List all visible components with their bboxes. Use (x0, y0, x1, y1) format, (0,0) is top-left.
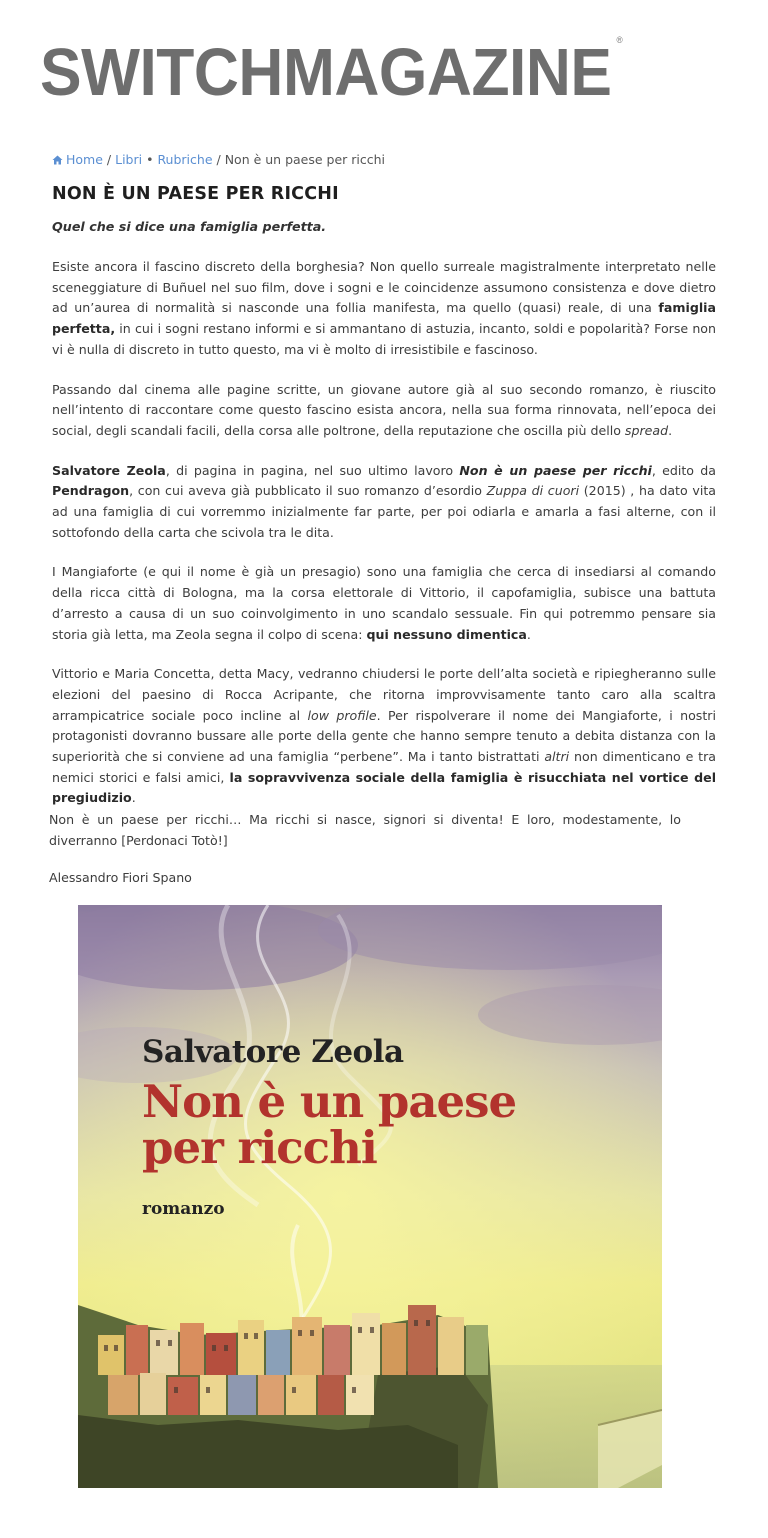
text-run: Passando dal cinema alle pagine scritte, un giovane autore già al suo secondo romanzo, è riuscito nell’intento di raccontare come questo fascino esista ancora, nella sua forma rinnovata, nell’epoca dei social, degli scandali facili, della corsa alle poltrone, della reputazione che oscilla più dello (52, 381, 716, 438)
text-run: I Mangiaforte (e qui il nome è già un presagio) sono una famiglia che cerca di insediarsi al comando della ricca città di Bologna, ma la corsa elettorale di Vittorio, il capofamiglia, subisce una battuta d’arresto a causa di un suo coinvolgimento in uno scandalo sessuale. Fin qui potremmo pensare sia storia già letta, ma Zeola segna il colpo di scena: (52, 564, 716, 642)
cover-title-line-2: per ricchi (142, 1121, 377, 1174)
breadcrumb-libri-link[interactable]: Libri (115, 152, 143, 167)
book-cover-image (78, 905, 662, 1488)
breadcrumb-home-label: Home (66, 152, 103, 167)
text-run: , con cui aveva già pubblicato il suo romanzo d’esordio (129, 483, 487, 499)
text-run: Vittorio e Maria Concetta, detta Macy, vedranno chiudersi le porte dell’alta società e ripiegheranno sulle elezioni del paesino di Rocca Acripante, che ritorna improvvisamente tanto caro alla scaltra arrampicatrice sociale poco incline al (52, 666, 716, 723)
home-icon (52, 155, 63, 165)
breadcrumb-bullet: • (146, 152, 154, 167)
text-run: , di pagina in pagina, nel suo ultimo lavoro (165, 462, 460, 478)
text-run-italic: altri (544, 749, 570, 765)
text-run: (2015) , ha dato vita ad una famiglia di cui vorremmo inizialmente far parte, per poi odiarla e amarla a fasi alterne, con il sottofondo della carta che scivola tra le dita. (52, 483, 716, 540)
article-closing: Non è un paese per ricchi… Ma ricchi si nasce, signori si diventa! E loro, modestamente, lo diverranno [Perdonaci Totò!] (49, 812, 681, 848)
cover-author: Salvatore Zeola (142, 1034, 404, 1070)
text-run-italic: low profile (307, 707, 377, 723)
registered-mark: ® (616, 35, 623, 45)
article-paragraph-3 (52, 461, 716, 544)
breadcrumb-rubriche-link[interactable]: Rubriche (157, 152, 213, 167)
site-logo-text: SWITCHMAGAZINE (40, 35, 612, 110)
text-run: . (668, 422, 673, 438)
article-paragraph-4 (52, 562, 716, 645)
text-run: . (131, 790, 136, 806)
article-title: NON È UN PAESE PER RICCHI (52, 184, 339, 204)
text-run: in cui i sogni restano informi e si ammantano di astuzia, incanto, soldi e popolarità? Forse non vi è nulla di discreto in tutto questo, ma vi è molto di irresistibile e fascinoso. (52, 321, 716, 357)
text-run-italic: Zuppa di cuori (486, 483, 580, 499)
breadcrumb (52, 151, 385, 169)
breadcrumb-separator: / (106, 152, 112, 167)
text-run-italic: spread (624, 422, 669, 438)
text-run: . (526, 626, 531, 642)
text-run-bold: la sopravvivenza sociale della famiglia è risucchiata nel vortice del pregiudizio (52, 769, 717, 806)
text-run-bold: famiglia perfetta, (52, 300, 716, 337)
cover-artwork (78, 905, 662, 1488)
site-logo[interactable] (40, 35, 623, 110)
text-run: , edito da (651, 462, 716, 478)
cover-genre: romanzo (142, 1199, 225, 1219)
text-run: non dimenticano e tra nemici storici e falsi amici, (52, 749, 716, 785)
cover-title-line-1: Non è un paese (142, 1075, 517, 1128)
article-paragraph-1 (52, 257, 716, 361)
text-run-bold: Salvatore Zeola (52, 462, 166, 478)
breadcrumb-home-link[interactable] (52, 152, 103, 167)
text-run-bold: Pendragon (52, 483, 130, 499)
text-run: Esiste ancora il fascino discreto della borghesia? Non quello surreale magistralmente interpretato nelle sceneggiature di Buñuel nel suo film, dove i sogni e le coincidenze assumono consistenza e dove dietro ad un’aurea di normalità si nasconde una follia manifesta, ma quello (quasi) reale, di una (52, 259, 716, 316)
text-run-bold-italic: Non è un paese per ricchi (459, 462, 652, 478)
article-author: Alessandro Fiori Spano (49, 870, 192, 885)
breadcrumb-separator: / (216, 152, 221, 167)
article-subtitle: Quel che si dice una famiglia perfetta. (52, 219, 327, 234)
cover-title (142, 1075, 562, 1174)
article-body (52, 257, 716, 828)
text-run-bold: qui nessuno dimentica (366, 626, 527, 642)
article-paragraph-2 (52, 380, 716, 442)
text-run: . Per rispolverare il nome dei Mangiaforte, i nostri protagonisti dovranno bussare alle porte della gente che hanno sempre tenuto a debita distanza con la superiorità che si conviene ad una famiglia “perbene”. Ma i tanto bistrattati (52, 707, 716, 765)
breadcrumb-current: Non è un paese per ricchi (224, 152, 386, 167)
article-paragraph-5 (52, 664, 716, 809)
